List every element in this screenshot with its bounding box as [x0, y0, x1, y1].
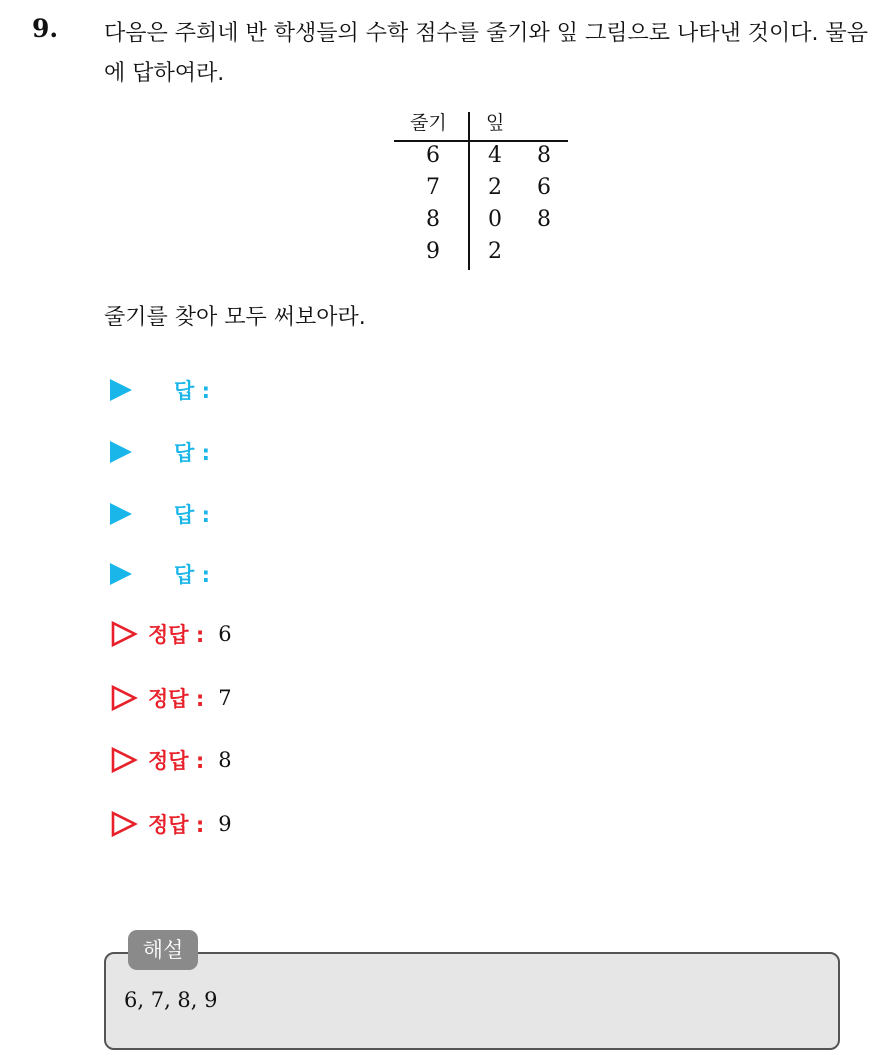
question-prompt: 줄기를 찾아 모두 써보아라. — [104, 305, 366, 330]
correct-answer-row — [110, 680, 232, 716]
stem-cell: 9 — [426, 239, 440, 264]
stem-header: 줄기 — [410, 112, 447, 134]
answer-label: 답 : — [174, 441, 210, 465]
explanation-tab: 해설 — [128, 930, 198, 970]
outline-triangle-icon — [110, 620, 138, 648]
correct-answer-row — [110, 742, 232, 778]
leaf-header: 잎 — [486, 112, 505, 134]
correct-answer-value: 7 — [218, 686, 232, 710]
leaf-cell: 2 — [488, 239, 502, 264]
leaf-cell: 0 — [488, 207, 502, 232]
correct-answer-value: 6 — [218, 622, 232, 646]
answer-field[interactable] — [110, 556, 210, 592]
correct-answer-label: 정답 : — [148, 813, 205, 837]
correct-answer-row — [110, 806, 232, 842]
answer-field[interactable] — [110, 434, 210, 470]
leaf-cell: 8 — [537, 207, 551, 232]
question-number: 9. — [32, 14, 59, 43]
correct-answer-label: 정답 : — [148, 687, 205, 711]
explanation-text: 6, 7, 8, 9 — [124, 988, 218, 1012]
stem-cell: 7 — [426, 175, 440, 200]
answer-field[interactable] — [110, 372, 210, 408]
play-triangle-icon — [110, 379, 132, 401]
correct-answer-value: 8 — [218, 748, 232, 772]
outline-triangle-icon — [110, 810, 138, 838]
explanation-box — [104, 952, 840, 1050]
question-text: 다음은 주희네 반 학생들의 수학 점수를 줄기와 잎 그림으로 나타낸 것이다. 물음에 답하여라. — [104, 21, 868, 86]
answer-field[interactable] — [110, 496, 210, 532]
stem-cell: 6 — [426, 143, 440, 168]
correct-answer-row — [110, 616, 232, 652]
outline-triangle-icon — [110, 746, 138, 774]
answer-label: 답 : — [174, 379, 210, 403]
stem-cell: 8 — [426, 207, 440, 232]
play-triangle-icon — [110, 503, 132, 525]
answer-label: 답 : — [174, 503, 210, 527]
outline-triangle-icon — [110, 684, 138, 712]
leaf-cell: 4 — [488, 143, 502, 168]
leaf-cell: 6 — [537, 175, 551, 200]
leaf-cell: 8 — [537, 143, 551, 168]
leaf-cell: 2 — [488, 175, 502, 200]
answer-label: 답 : — [174, 563, 210, 587]
stem-leaf-plot — [394, 108, 568, 270]
stem-leaf-divider-line — [468, 112, 470, 270]
play-triangle-icon — [110, 441, 132, 463]
play-triangle-icon — [110, 563, 132, 585]
correct-answer-label: 정답 : — [148, 623, 205, 647]
correct-answer-value: 9 — [218, 812, 232, 836]
correct-answer-label: 정답 : — [148, 749, 205, 773]
